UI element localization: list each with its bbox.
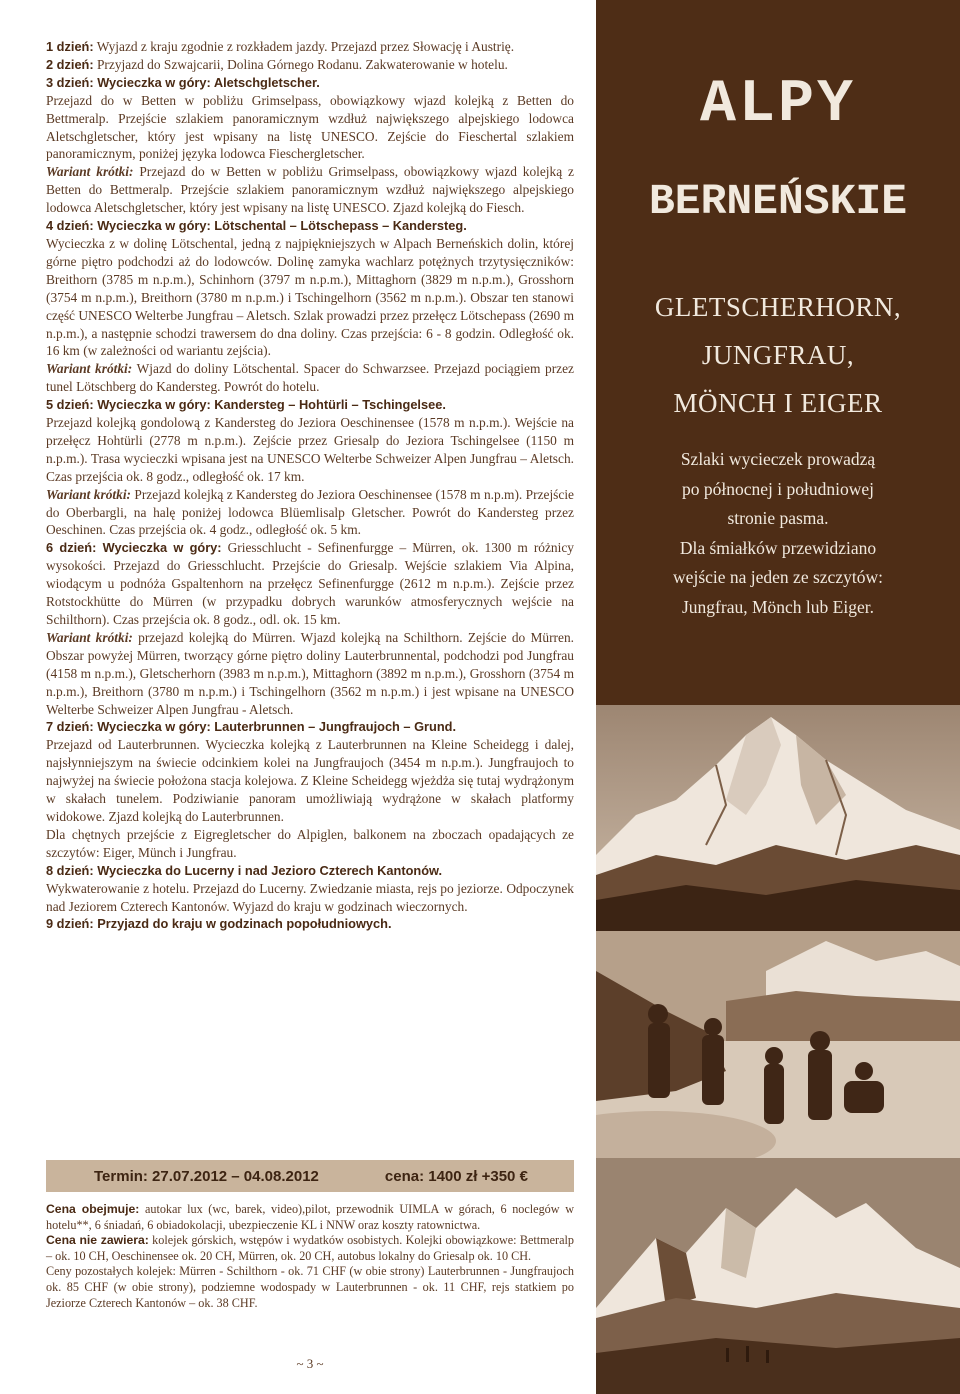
photo-snowy-peak [596, 705, 960, 931]
day-4-variant: Wariant krótki: Wjazd do doliny Lötschental. Spacer do Schwarzsee. Przejazd pociągiem przez tunel Lötschberg do Kandersteg. Powrót do hotelu. [46, 361, 575, 395]
day-7-body: Przejazd od Lauterbrunnen. Wycieczka kolejką z Lauterbrunnen na Kleine Scheidegg i dalej, najsłynniejszym na świecie odcinkiem kolei na Jungfraujoch (3454 m n.p.m.). Jungfraujoch to najwyżej na świecie położona stacja kolejowa. Z Kleine Scheidegg wjeżdża się tutaj wydrążonym w skałach tunelem. Podziwianie panoram umożliwiają wydrążone w skałach platformy widokowe. Zjazd kolejką do Lauterbrunnen. [46, 737, 574, 824]
desc-line: stronie pasma. [727, 508, 829, 528]
day-7-extra: Dla chętnych przejście z Eigregletscher do Alpiglen, balkonem na zboczach opadających ze szczytów: Eiger, Münch i Jungfrau. [46, 826, 574, 860]
peak-line: MÖNCH I EIGER [673, 388, 883, 418]
photo-hikers-glacier [596, 931, 960, 1158]
day-5-variant: Wariant krótki: Przejazd kolejką z Kandersteg do Jeziora Oeschinensee (1578 m n.p.m). Przejście do Oberbargli, na halę poniżej lodowca Blüemlisalp Gletscher. Powrót do Kandersteg przez Oeschinen. Czas przejścia ok. 4 godz., odległość ok. 5 km. [46, 486, 574, 538]
sidebar-title-bernenskie: BERNEŃSKIE [648, 177, 908, 226]
day-6-variant: Wariant krótki: przejazd kolejką do Mürren. Wjazd kolejką na Schilthorn. Zejście do Mürren. Obszar powyżej Mürren, tworzący górne piętro doliny Lauterbrunnental, podchodzi pod Jungfrau (4158 m n.p.m.), Gletscherhorn (3983 m n.p.m.), Mittaghorn (3892 m n.p.m.), Grosshorn (3754 m n.p.m.), Breithorn (3780 m n.p.m.) i Tschingelhorn (3562 m n.p.m.) i jest wpisane na UNESCO Welterbe Schweizer Alpen Jungfrau - Aletsch. [46, 629, 574, 717]
sidebar-peaks [596, 283, 960, 427]
day-7-title: 7 dzień: Wycieczka w góry: Lauterbrunnen – Jungfraujoch – Grund. [46, 719, 457, 735]
peak-line: GLETSCHERHORN, [654, 292, 902, 322]
day-5-body: Przejazd kolejką gondolową z Kandersteg do Jeziora Oeschinensee (1578 m n.p.m.). Wejście na przełęcz Hohtürli (2778 m n.p.m.). Zejście przez Griesalp do Jeziora Tschingelsee (1150 m n.p.m.). Trasa wycieczki wpisana jest na UNESCO Welterbe Schweizer Alpen Jungfrau – Aletsch. Czas przejścia ok. 8 godz., odległość ok. 17 km. [46, 415, 574, 484]
day-5-title: 5 dzień: Wycieczka w góry: Kandersteg – Hohtürli – Tschingelsee. [46, 397, 446, 413]
itinerary [46, 38, 574, 933]
price-excludes: Cena nie zawiera: kolejek górskich, wstępów i wydatków osobistych. Kolejki obowiązkowe: Bettmeralp – ok. 10 CH, Oeschinensee ok. 20 CH, Mürren, ok. 20 CH, autobus lokalny do Griesalp ok. 10 CH. [46, 1233, 575, 1263]
day-6-title: 6 dzień: Wycieczka w góry: Griesschlucht - Sefinenfurgge – Mürren, ok. 1300 m różnicy wysokości. Przejazd do Griesschlucht. Przejście do Griesalp. Wejście szlakiem Via Alpina, wiodącym u podnóża Gspaltenhorn na przełęcz Sefinenfurgge (2612 m n.p.m.). Zejście przez Rotstockhütte do Mürren (w przypadku dobrych warunków atmosferycznych wejście na Schilthorn). Czas przejścia ok. 8 godz., odl. ok. 15 km. [46, 540, 574, 627]
page-number: ~ 3 ~ [296, 1356, 324, 1371]
day-3-body: Przejazd do w Betten w pobliżu Grimselpass, obowiązkowy wjazd kolejką z Betten do Bettmeralp. Przejście szlakiem panoramicznym wzdłuż największego alpejskiego lodowca Aletschgletscher, który jest wpisany na listę UNESCO. Zejście do Fieschertal szlakiem panoramicznym, poniżej języka lodowca Fieschergletscher. [46, 92, 574, 162]
day-2: 2 dzień: Przyjazd do Szwajcarii, Dolina Górnego Rodanu. Zakwaterowanie w hotelu. [46, 56, 508, 72]
day-1: 1 dzień: Wyjazd z kraju zgodnie z rozkładem jazdy. Przejazd przez Słowację i Austrię. [46, 39, 515, 54]
desc-line: Szlaki wycieczek prowadzą [680, 449, 876, 469]
sidebar-description [596, 445, 960, 622]
day-3-title: 3 dzień: Wycieczka w góry: Aletschgletscher. [46, 74, 320, 90]
sidebar-title-alpy: ALPY [699, 71, 857, 139]
peak-line: JUNGFRAU, [701, 340, 855, 370]
day-9-title: 9 dzień: Przyjazd do kraju w godzinach popołudniowych. [46, 916, 392, 932]
price-includes: Cena obejmuje: autokar lux (wc, barek, video),pilot, przewodnik UIMLA w górach, 6 noclegów w hotelu**, 6 śniadań, 6 obiadokolacji, ubezpieczenie KL i NNW oraz koszty ratownictwa. [46, 1202, 574, 1232]
sidebar [596, 0, 960, 1394]
term-price-bar [46, 1160, 574, 1192]
term-dates: Termin: 27.07.2012 – 04.08.2012 [94, 1167, 319, 1185]
other-railway-prices: Ceny pozostałych kolejek: Mürren - Schilthorn - ok. 71 CHF (w obie strony) Lauterbrunnen - Jungfraujoch ok. 85 CHF (w obie strony), podziemne wodospady w Lauterbrunnen - ok. 11 CHF, rejs statkiem po Jeziorze Czterech Kantonów – ok. 38 CHF. [46, 1264, 574, 1310]
price: cena: 1400 zł +350 € [384, 1167, 528, 1185]
day-8-title: 8 dzień: Wycieczka do Lucerny i nad Jezioro Czterech Kantonów. [46, 862, 443, 878]
desc-line: wejście na jeden ze szczytów: [673, 567, 883, 587]
day-3-variant: Wariant krótki: Przejazd do w Betten w pobliżu Grimselpass, obowiązkowy wjazd kolejką z Betten do Bettmeralp. Przejście szlakiem panoramicznym wzdłuż największego alpejskiego lodowca Aletschgletscher, który jest wpisany na listę UNESCO. Zjazd kolejką do Fiesch. [46, 164, 574, 216]
photo-eiger-monch-jungfrau [596, 1158, 960, 1394]
price-details [46, 1202, 574, 1311]
desc-line: po północnej i południowej [682, 478, 874, 499]
desc-line: Jungfrau, Mönch lub Eiger. [682, 596, 874, 617]
day-8-body: Wykwaterowanie z hotelu. Przejazd do Lucerny. Zwiedzanie miasta, rejs po jeziorze. Odpoczynek nad Jeziorem Czterech Kantonów. Wyjazd do kraju w godzinach wieczornych. [46, 880, 574, 914]
day-4-title: 4 dzień: Wycieczka w góry: Lötschental – Lötschepass – Kandersteg. [46, 218, 467, 234]
day-4-body: Wycieczka z w dolinę Lötschental, jedną z najpiękniejszych w Alpach Berneńskich dolin, której górne piętro podchodzi aż do lodowców. Dolinę zamyka wachlarz potężnych trzytysięczników: Breithorn (3785 m n.p.m.), Schinhorn (3797 m n.p.m.), Mittaghorn (3829 m n.p.m.), Grosshorn (3754 m n.p.m.), Breithorn (3780 m n.p.m.) i Tschingelhorn (3562 m n.p.m.). Obszar ten stanowi część UNESCO Welterbe Jungfrau – Aletsch. Szlak prowadzi przez przełęcz Lötschepass (2690 m n.p.m.), a następnie schodzi trawersem do dna doliny. Czas przejścia: 6 - 8 godzin. Odległość ok. 16 km (w zależności od wariantu zejścia). [46, 235, 574, 359]
desc-line: Dla śmiałków przewidziano [679, 537, 877, 558]
